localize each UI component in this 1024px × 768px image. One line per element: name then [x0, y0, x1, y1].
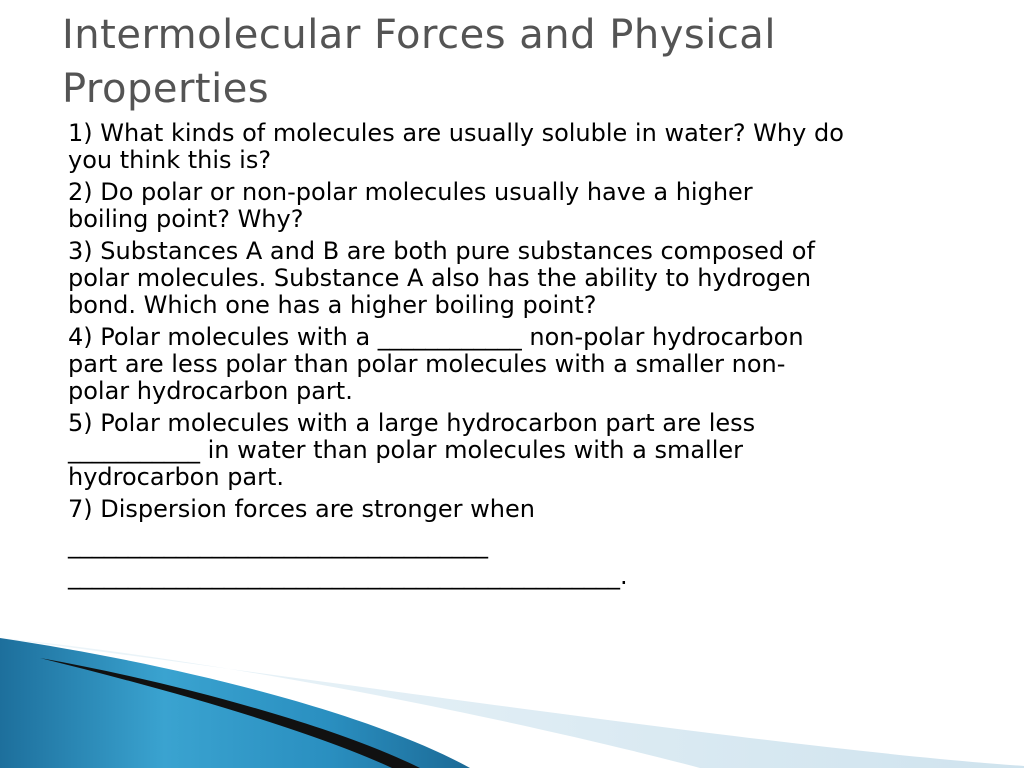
question-7 [68, 496, 968, 559]
question-3-line-3: bond. Which one has a higher boiling point? [68, 291, 597, 319]
question-5 [68, 410, 968, 491]
question-4-line-1: 4) Polar molecules with a ____________ non-polar hydrocarbon [68, 323, 804, 351]
question-5-line-3: hydrocarbon part. [68, 463, 285, 491]
question-3-line-2: polar molecules. Substance A also has the ability to hydrogen [68, 264, 812, 292]
question-list [68, 120, 968, 590]
question-5-line-1: 5) Polar molecules with a large hydrocarbon part are less [68, 409, 756, 437]
question-4-line-2: part are less polar than polar molecules with a smaller non- [68, 350, 786, 378]
question-1 [68, 120, 968, 174]
question-7-line-2: ___________________________________ [68, 531, 488, 559]
question-7-line-1: 7) Dispersion forces are stronger when [68, 495, 535, 523]
question-2 [68, 179, 968, 233]
question-4-line-3: polar hydrocarbon part. [68, 377, 353, 405]
footer-wave-decoration [0, 638, 1024, 768]
question-3 [68, 238, 968, 319]
question-2-line-1: 2) Do polar or non-polar molecules usually have a higher [68, 178, 753, 206]
question-4 [68, 324, 968, 405]
answer-blank-line: ______________________________________________. [68, 562, 628, 590]
question-3-line-1: 3) Substances A and B are both pure substances composed of [68, 237, 815, 265]
question-1-line-1: 1) What kinds of molecules are usually soluble in water? Why do [68, 119, 844, 147]
question-2-line-2: boiling point? Why? [68, 205, 304, 233]
question-1-line-2: you think this is? [68, 146, 272, 174]
slide-title: Intermolecular Forces and Physical Properties [62, 12, 776, 112]
question-5-line-2: ___________ in water than polar molecules with a smaller [68, 436, 744, 464]
